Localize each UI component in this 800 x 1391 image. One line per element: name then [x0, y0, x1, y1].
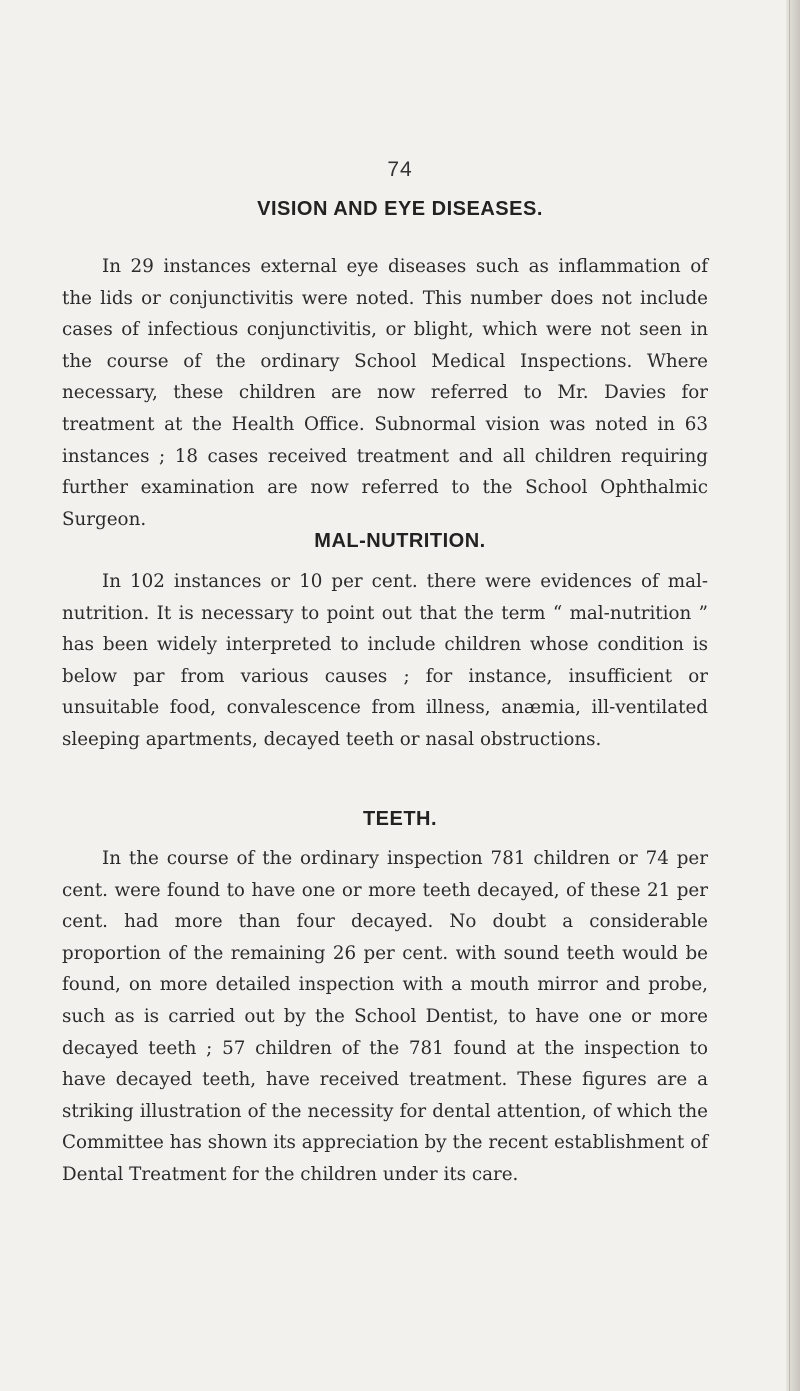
section-paragraph-malnutrition: In 102 instances or 10 per cent. there were evidences of mal-nutrition. It is necessary to point out that the term “ mal-nutrition ” has been widely interpreted to include children whose condition is below par from various causes ; for instance, insufficient or unsuitable food, convalescence from illness, anæmia, ill-ventilated sleeping apartments, decayed teeth or nasal obstructions. [62, 571, 708, 750]
section-heading-malnutrition: MAL-NUTRITION. [314, 530, 486, 552]
section-heading-teeth: TEETH. [362, 808, 438, 830]
section-paragraph-vision: In 29 instances external eye diseases such as inflammation of the lids or conjunctivitis were noted. This number does not include cases of infectious conjunctivitis, or blight, which were not seen in the course of the ordinary School Medical Inspections. Where necessary, these children are now referred to Mr. Davies for treatment at the Health Office. Subnormal vision was noted in 63 instances ; 18 cases received treatment and all children requiring further examination are now referred to the School Ophthalmic Surgeon. [62, 256, 708, 530]
section-heading-vision: VISION AND EYE DISEASES. [257, 198, 543, 220]
section-paragraph-teeth: In the course of the ordinary inspection 781 children or 74 per cent. were found to have one or more teeth decayed, of these 21 per cent. had more than four decayed. No doubt a considerable proportion of the remaining 26 per cent. with sound teeth would be found, on more detailed inspection with a mouth mirror and probe, such as is carried out by the School Dentist, to have one or more decayed teeth ; 57 children of the 781 found at the inspection to have decayed teeth, have received treatment. These figures are a striking illustration of the necessity for dental attention, of which the Committee has shown its appreciation by the recent establishment of Dental Treatment for the children under its care. [62, 848, 708, 1185]
page-number: 74 [387, 158, 413, 181]
